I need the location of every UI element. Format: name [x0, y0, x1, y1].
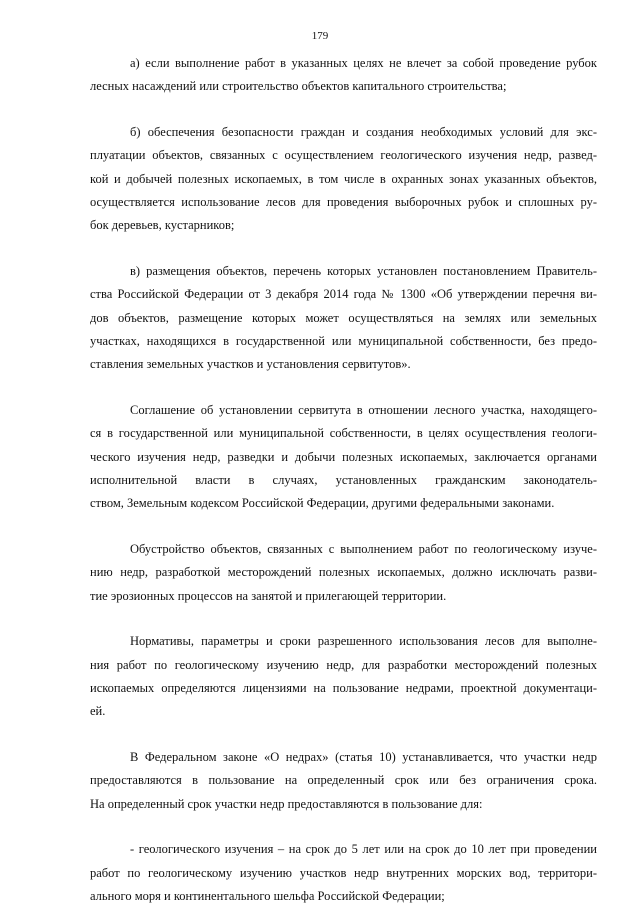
paragraph-4-line-1: Соглашение об установлении сервитута в отношении лесного участка, находящего-: [130, 403, 597, 417]
paragraph-2-line-3: кой и добычей полезных ископаемых, в том числе в охранных зонах указанных объектов,: [90, 172, 597, 186]
paragraph-3-line-2: ства Российской Федерации от 3 декабря 2014 года № 1300 «Об утверждении перечня ви-: [90, 287, 597, 301]
paragraph-3-line-1: в) размещения объектов, перечень которых установлен постановлением Правитель-: [130, 264, 597, 278]
paragraph-3-line-3: дов объектов, размещение которых может осуществляться на землях или земельных: [90, 311, 597, 325]
paragraph-6-line-1: Нормативы, параметры и сроки разрешенного использования лесов для выполне-: [130, 634, 597, 648]
paragraph-7-line-1: В Федеральном законе «О недрах» (статья 10) устанавливается, что участки недр: [130, 750, 597, 764]
paragraph-4-line-3: ческого изучения недр, разведки и добычи полезных ископаемых, заключается органами: [90, 450, 597, 464]
paragraph-2-line-2: плуатации объектов, связанных с осуществлением геологического изучения недр, развед-: [90, 148, 597, 162]
paragraph-3-line-4: участках, находящихся в государственной или муниципальной собственности, без предо-: [90, 334, 597, 348]
paragraph-6-line-4: ей.: [90, 704, 106, 718]
paragraph-5-line-1: Обустройство объектов, связанных с выполнением работ по геологическому изуче-: [130, 542, 597, 556]
paragraph-7-line-3: На определенный срок участки недр предоставляются в пользование для:: [90, 797, 483, 811]
paragraph-4-line-2: ся в государственной или муниципальной собственности, в целях осуществления геологи-: [90, 426, 597, 440]
paragraph-8-line-3: ального моря и континентального шельфа Российской Федерации;: [90, 889, 445, 903]
paragraph-8-line-2: работ по геологическому изучению участков недр внутренних морских вод, территори-: [90, 866, 597, 880]
paragraph-6-line-3: ископаемых определяются лицензиями на пользование недрами, проектной документаци-: [90, 681, 597, 695]
paragraph-8-line-1: - геологического изучения – на срок до 5 лет или на срок до 10 лет при проведении: [130, 842, 597, 856]
paragraph-2-line-4: осуществляется использование лесов для проведения выборочных рубок и сплошных ру-: [90, 195, 597, 209]
page-number: 179: [311, 30, 329, 42]
paragraph-2-line-5: бок деревьев, кустарников;: [90, 218, 235, 232]
paragraph-4-line-4: исполнительной власти в случаях, установленных гражданским законодатель-: [90, 473, 597, 487]
paragraph-3-line-5: ставления земельных участков и установления сервитутов».: [90, 357, 411, 371]
paragraph-1-line-1: а) если выполнение работ в указанных целях не влечет за собой проведение рубок: [130, 56, 597, 70]
paragraph-4-line-5: ством, Земельным кодексом Российской Федерации, другими федеральными законами.: [90, 496, 555, 510]
paragraph-6-line-2: ния работ по геологическому изучению недр, для разработки месторождений полезных: [90, 658, 597, 672]
paragraph-5-line-2: нию недр, разработкой месторождений полезных ископаемых, должно исключать разви-: [90, 565, 597, 579]
paragraph-5-line-3: тие эрозионных процессов на занятой и прилегающей территории.: [90, 589, 447, 603]
paragraph-7-line-2: предоставляются в пользование на определенный срок или без ограничения срока.: [90, 773, 597, 787]
paragraph-2-line-1: б) обеспечения безопасности граждан и создания необходимых условий для экс-: [130, 125, 597, 139]
paragraph-1-line-2: лесных насаждений или строительство объектов капитального строительства;: [90, 79, 507, 93]
